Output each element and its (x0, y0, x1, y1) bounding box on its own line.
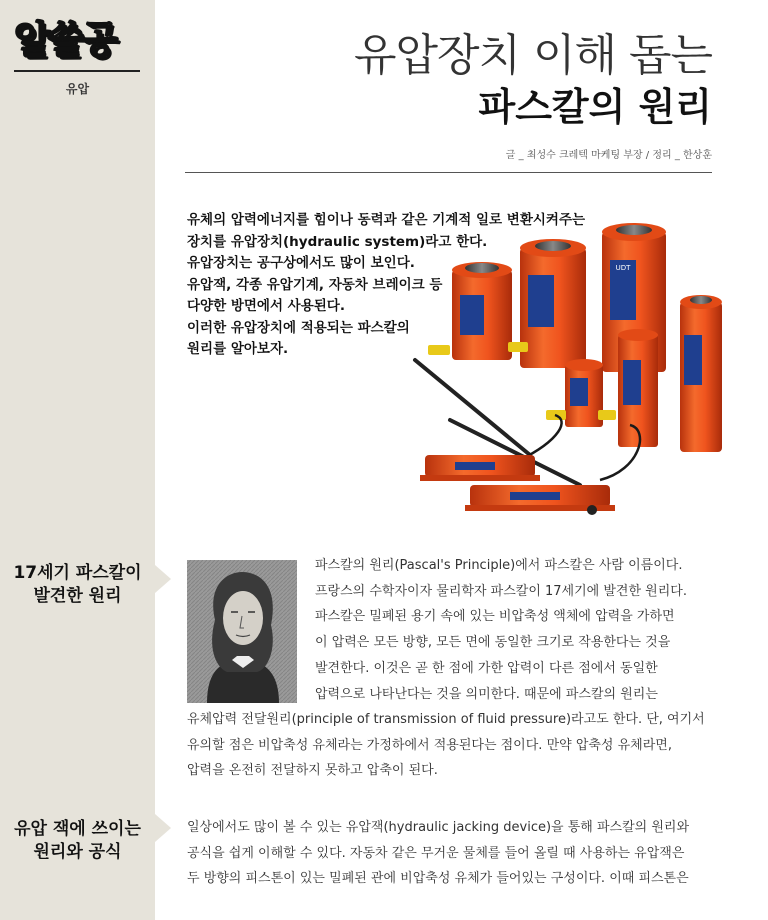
section1-heading-line2: 발견한 원리 (33, 586, 122, 606)
section1-line: 유체압력 전달원리(principle of transmission of fluid pressure)라고도 한다. 단, 여기서 (187, 712, 705, 727)
intro-line: 이러한 유압장치에 적용되는 파스칼의 (187, 319, 410, 336)
cylinder-left (452, 262, 512, 360)
section1-line: 유의할 점은 비압축성 유체라는 가정하에서 적용된다는 점이다. 만약 압축성 유체라면, (187, 737, 672, 753)
section2-line: 두 방향의 피스톤이 있는 밀폐된 관에 비압축성 유체가 들어있는 구성이다. 이때 피스톤은 (187, 871, 689, 887)
logo-divider (14, 70, 140, 72)
section2-arrow (155, 814, 171, 842)
section1-text-wrapped (315, 553, 687, 707)
section2-line: 일상에서도 많이 볼 수 있는 유압잭(hydraulic jacking device)을 통해 파스칼의 원리와 (187, 820, 690, 835)
section1-line: 파스칼의 원리(Pascal's Principle)에서 파스칼은 사람 이름이다. (315, 558, 683, 573)
section1-line: 발견한다. 이것은 곧 한 점에 가한 압력이 다른 점에서 동일한 (315, 660, 658, 676)
section1-line: 압력으로 나타난다는 것을 의미한다. 때문에 파스칼의 원리는 (315, 686, 658, 702)
intro-line: 유압장치는 공구상에서도 많이 보인다. (187, 255, 415, 271)
section1-line: 프랑스의 수학자이자 물리학자 파스칼이 17세기에 발견한 원리다. (315, 583, 687, 599)
section2-line: 공식을 쉽게 이해할 수 있다. 자동차 같은 무거운 물체를 들어 올릴 때 사용하는 유압잭은 (187, 845, 685, 861)
column-logo: 알쓸공 (14, 18, 116, 62)
section1-arrow (155, 565, 171, 593)
cylinder-right (680, 295, 722, 452)
cylinder-small-1 (565, 359, 603, 427)
section2-heading-line1: 유압 잭에 쓰이는 (14, 819, 141, 839)
section1-line: 이 압력은 모든 방향, 모든 면에 동일한 크기로 작용한다는 것을 (315, 635, 671, 651)
section1-text-full (187, 707, 705, 784)
section2-heading-line2: 원리와 공식 (33, 842, 122, 862)
cylinder-brand-label: UDT (615, 264, 631, 272)
intro-line: 원리를 알아보자. (187, 341, 289, 357)
section2-heading (0, 818, 155, 864)
intro-line: 유압잭, 각종 유압기계, 자동차 브레이크 등 (187, 276, 443, 293)
title-line2: 파스칼의 원리 (478, 85, 712, 129)
section1-heading (0, 562, 155, 608)
section1-line: 압력을 온전히 전달하지 못하고 압축이 된다. (187, 763, 438, 779)
byline-divider (185, 172, 712, 173)
title-line1: 유압장치 이해 돕는 (353, 30, 712, 81)
byline: 글 _ 최성수 크레텍 마케팅 부장 / 정리 _ 한상훈 (505, 150, 712, 161)
intro-line: 장치를 유압장치(hydraulic system)라고 한다. (187, 233, 488, 250)
section2-text (187, 815, 689, 892)
hand-pump-1 (420, 455, 540, 481)
intro-line: 다양한 방면에서 사용된다. (187, 298, 345, 314)
sidebar (0, 0, 155, 920)
cylinder-medium (520, 239, 586, 368)
pascal-portrait (187, 560, 297, 703)
hand-pump-2 (465, 485, 615, 515)
section1-line: 파스칼은 밀폐된 용기 속에 있는 비압축성 액체에 압력을 가하면 (315, 609, 675, 625)
intro-line: 유체의 압력에너지를 힘이나 동력과 같은 기계적 일로 변환시켜주는 (187, 212, 586, 228)
section1-heading-line1: 17세기 파스칼이 (13, 563, 142, 583)
section-tag: 유압 (65, 82, 90, 96)
hydraulic-equipment-image (410, 210, 730, 530)
